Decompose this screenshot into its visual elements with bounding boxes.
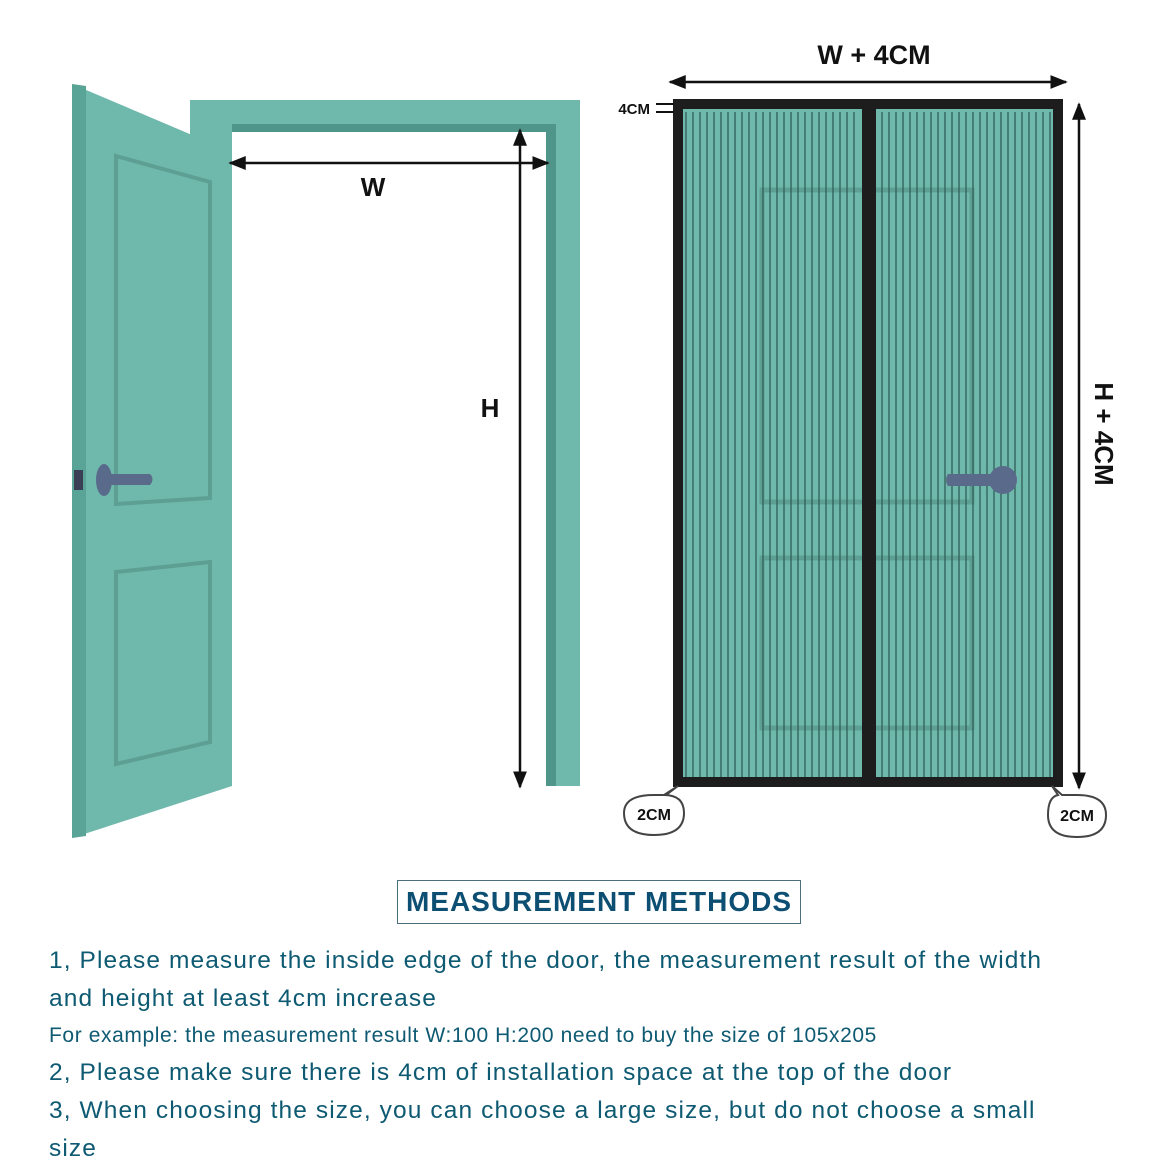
section-title-box	[397, 880, 801, 924]
example-text: For example: the measurement result W:100 H:200 need to buy the size of 105x205	[49, 1024, 877, 1047]
step1-line2: and height at least 4cm increase	[49, 985, 437, 1012]
top-gap-label: 4CM	[618, 101, 650, 118]
door-edge	[72, 84, 86, 838]
open-door-icon	[72, 84, 580, 838]
door-handle-lever	[100, 474, 153, 485]
bottom-right-gap-label: 2CM	[1060, 808, 1094, 825]
screen-door-handle-rose	[989, 466, 1017, 494]
height-label: H	[480, 393, 500, 423]
width-label: W	[360, 172, 386, 202]
door-upper-panel	[116, 156, 210, 504]
instructions	[49, 942, 1149, 1168]
height-plus-label: H + 4CM	[1089, 382, 1119, 486]
bottom-left-callout	[624, 786, 684, 835]
step3-line1: 3, When choosing the size, you can choose a large size, but do not choose a small	[49, 1097, 1036, 1124]
door-lower-panel	[116, 562, 210, 764]
magnetic-center-seam	[862, 104, 876, 782]
door-frame-inner-shadow	[232, 124, 556, 786]
magnetic-screen-door-icon	[676, 104, 1060, 786]
step2-text: 2, Please make sure there is 4cm of installation space at the top of the door	[49, 1059, 953, 1086]
bottom-left-gap-label: 2CM	[637, 807, 671, 824]
step1-line1: 1, Please measure the inside edge of the door, the measurement result of the width	[49, 947, 1043, 974]
door-frame	[190, 100, 580, 786]
section-title: MEASUREMENT METHODS	[405, 886, 793, 917]
step3-line2: size	[49, 1135, 97, 1162]
door-latch	[74, 470, 83, 490]
bottom-right-callout	[1048, 786, 1106, 837]
width-plus-label: W + 4CM	[817, 40, 931, 70]
